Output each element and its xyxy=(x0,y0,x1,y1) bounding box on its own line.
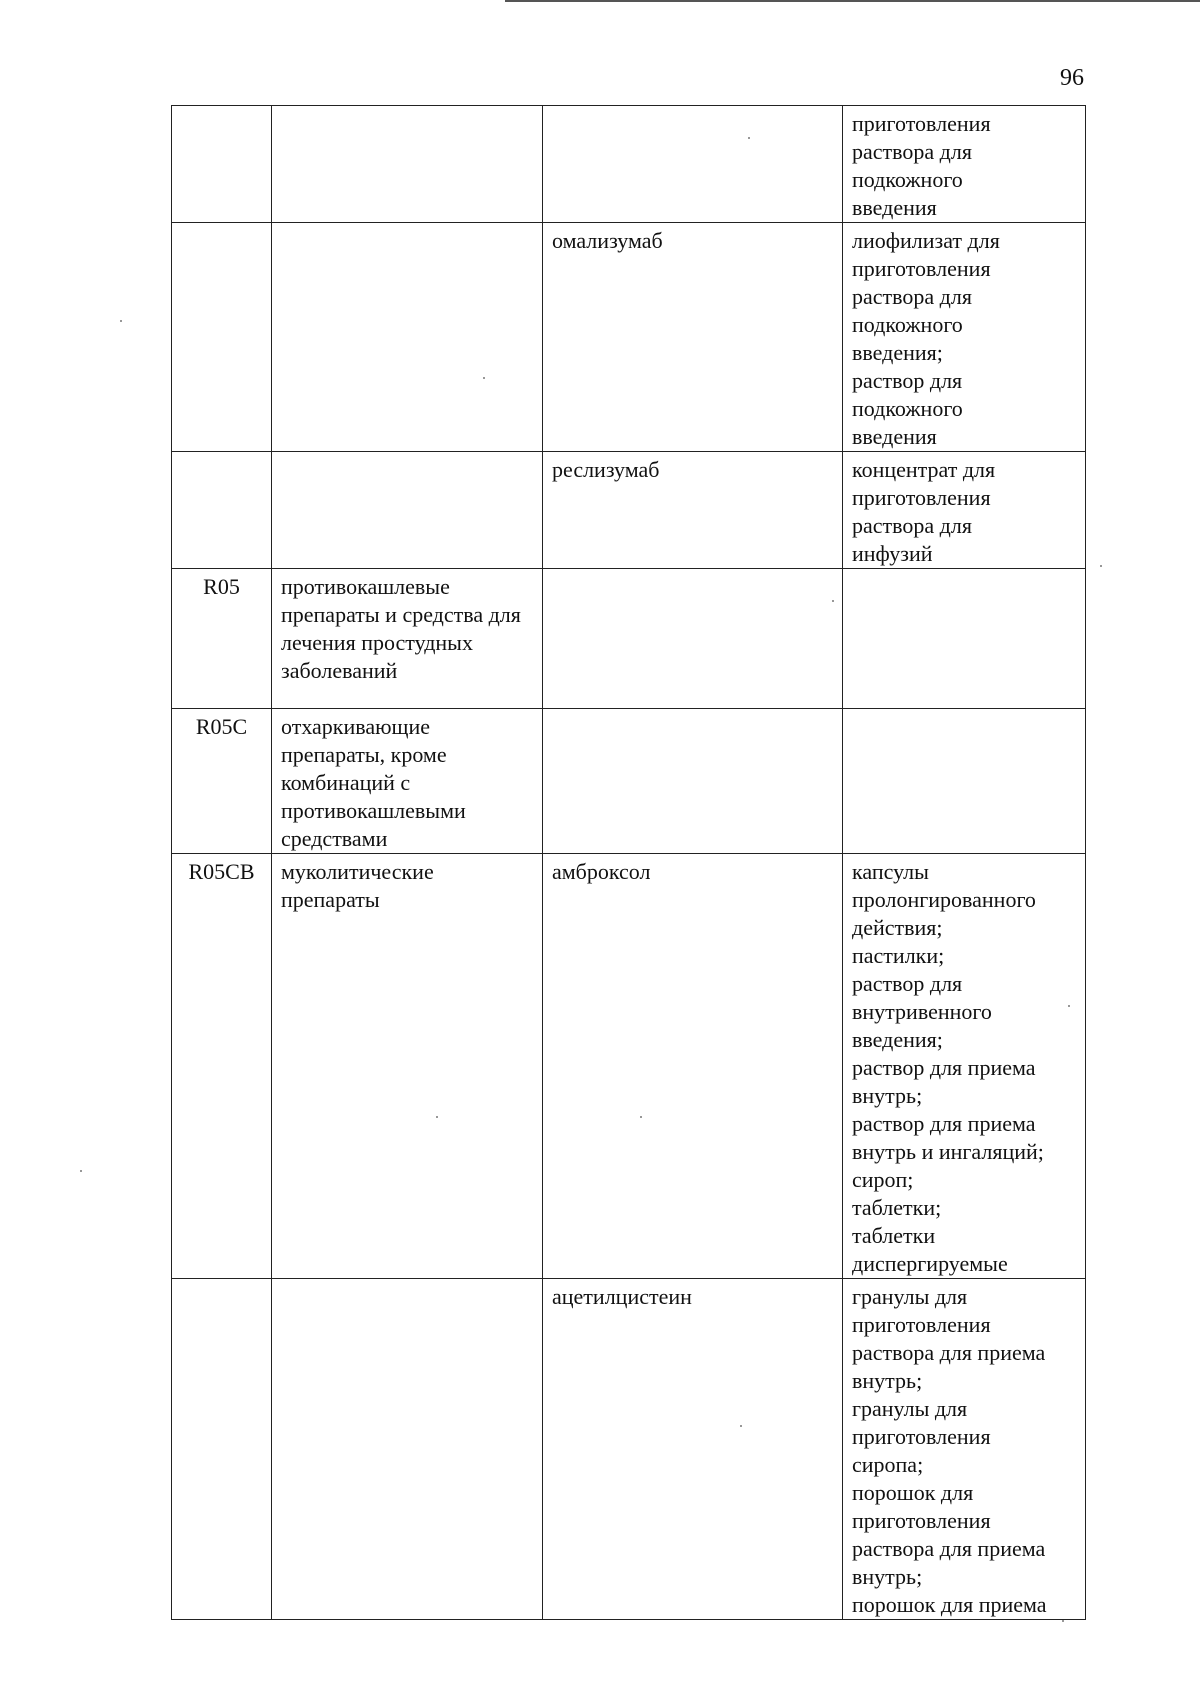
dosage-form-line: лиофилизат для xyxy=(852,228,1000,253)
scan-speck xyxy=(120,320,122,322)
dosage-form-line: гранулы для xyxy=(852,1284,968,1309)
dosage-forms-cell xyxy=(843,452,1086,569)
drug-name-cell: реслизумаб xyxy=(543,452,843,569)
dosage-form-line: введения; xyxy=(852,340,943,365)
page-number: 96 xyxy=(1060,65,1084,91)
dosage-forms-cell xyxy=(843,1279,1086,1620)
dosage-forms-cell xyxy=(843,569,1086,709)
dosage-forms-cell xyxy=(843,854,1086,1279)
group-name-cell: отхаркивающие препараты, кроме комбинаций с противокашлевыми средствами xyxy=(272,709,543,854)
dosage-form-line: раствора для xyxy=(852,139,972,164)
dosage-form-line: приготовления xyxy=(852,1508,991,1533)
dosage-form-line: раствора для приема xyxy=(852,1536,1046,1561)
dosage-form-line: капсулы xyxy=(852,859,929,884)
table-row xyxy=(172,569,1086,709)
scan-speck xyxy=(436,1116,438,1118)
dosage-form-line: таблетки; xyxy=(852,1195,942,1220)
dosage-form-line: приготовления xyxy=(852,1424,991,1449)
dosage-form-line: инфузий xyxy=(852,541,933,566)
group-name-cell: муколитические препараты xyxy=(272,854,543,1279)
dosage-form-line: раствор для приема xyxy=(852,1055,1036,1080)
dosage-forms-cell xyxy=(843,223,1086,452)
dosage-form-line: введения xyxy=(852,424,937,449)
group-name-cell: противокашлевые препараты и средства для лечения простудных заболеваний xyxy=(272,569,543,709)
dosage-form-line: введения xyxy=(852,195,937,220)
dosage-form-line: внутрь; xyxy=(852,1368,923,1393)
drug-name-cell xyxy=(543,709,843,854)
drug-classification-table xyxy=(171,105,1086,1620)
scan-speck xyxy=(1062,1620,1064,1622)
scan-speck xyxy=(1100,565,1102,567)
dosage-forms-cell xyxy=(843,709,1086,854)
group-name-cell xyxy=(272,223,543,452)
scan-speck xyxy=(740,1425,742,1427)
dosage-form-line: приготовления xyxy=(852,485,991,510)
dosage-form-line: порошок для xyxy=(852,1480,974,1505)
drug-name-cell: омализумаб xyxy=(543,223,843,452)
table-row xyxy=(172,1279,1086,1620)
dosage-form-line: гранулы для xyxy=(852,1396,968,1421)
atc-code-cell xyxy=(172,452,272,569)
dosage-forms-cell xyxy=(843,106,1086,223)
dosage-form-line: сиропа; xyxy=(852,1452,924,1477)
top-edge-rule xyxy=(505,0,1200,2)
dosage-form-line: пастилки; xyxy=(852,943,945,968)
dosage-form-line: внутривенного xyxy=(852,999,992,1024)
scan-speck xyxy=(483,377,485,379)
scan-speck xyxy=(1068,1005,1070,1007)
atc-code-cell xyxy=(172,1279,272,1620)
drug-name-cell xyxy=(543,569,843,709)
dosage-form-line: раствора для приема xyxy=(852,1340,1046,1365)
dosage-form-line: внутрь; xyxy=(852,1083,923,1108)
dosage-form-line: внутрь; xyxy=(852,1564,923,1589)
dosage-form-line: раствора для xyxy=(852,284,972,309)
dosage-form-line: введения; xyxy=(852,1027,943,1052)
drug-name-cell xyxy=(543,106,843,223)
atc-code-cell: R05C xyxy=(172,709,272,854)
dosage-form-line: приготовления xyxy=(852,256,991,281)
table-row xyxy=(172,223,1086,452)
atc-code-cell: R05 xyxy=(172,569,272,709)
dosage-form-line: сироп; xyxy=(852,1167,914,1192)
atc-code-cell xyxy=(172,106,272,223)
dosage-form-line: подкожного xyxy=(852,167,963,192)
dosage-form-line: раствор для xyxy=(852,368,963,393)
table-row xyxy=(172,709,1086,854)
dosage-form-line: раствора для xyxy=(852,513,972,538)
dosage-form-line: приготовления xyxy=(852,1312,991,1337)
drug-name-cell: ацетилцистеин xyxy=(543,1279,843,1620)
dosage-form-line: таблетки xyxy=(852,1223,936,1248)
dosage-form-line: порошок для приема xyxy=(852,1592,1047,1617)
dosage-form-line: подкожного xyxy=(852,312,963,337)
scan-speck xyxy=(80,1170,82,1172)
dosage-form-line: концентрат для xyxy=(852,457,996,482)
atc-code-cell: R05CB xyxy=(172,854,272,1279)
scan-speck xyxy=(832,600,834,602)
dosage-form-line: пролонгированного xyxy=(852,887,1036,912)
table-row xyxy=(172,106,1086,223)
atc-code-cell xyxy=(172,223,272,452)
scan-speck xyxy=(748,137,750,139)
scan-speck xyxy=(640,1116,642,1118)
table-row xyxy=(172,452,1086,569)
group-name-cell xyxy=(272,1279,543,1620)
dosage-form-line: внутрь и ингаляций; xyxy=(852,1139,1044,1164)
drug-name-cell: амброксол xyxy=(543,854,843,1279)
dosage-form-line: действия; xyxy=(852,915,943,940)
dosage-form-line: диспергируемые xyxy=(852,1251,1008,1276)
table-row xyxy=(172,854,1086,1279)
dosage-form-line: приготовления xyxy=(852,111,991,136)
dosage-form-line: раствор для приема xyxy=(852,1111,1036,1136)
group-name-cell xyxy=(272,452,543,569)
dosage-form-line: подкожного xyxy=(852,396,963,421)
dosage-form-line: раствор для xyxy=(852,971,963,996)
group-name-cell xyxy=(272,106,543,223)
